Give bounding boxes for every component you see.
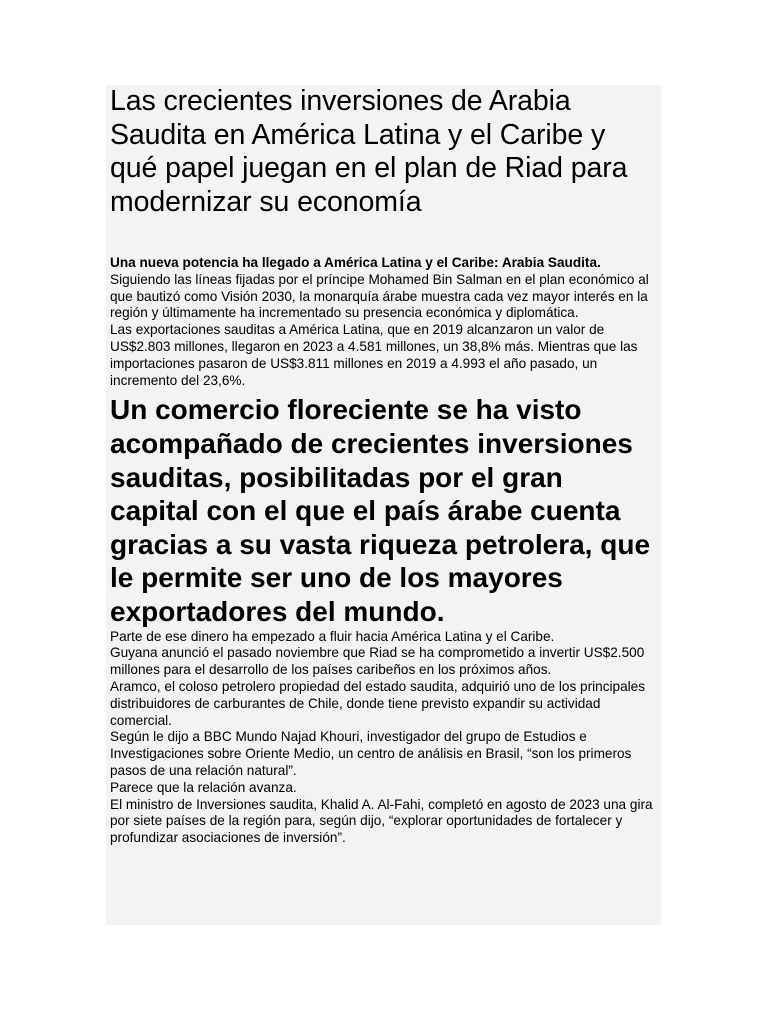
document-page xyxy=(106,85,661,925)
article-lead: Una nueva potencia ha llegado a América Latina y el Caribe: Arabia Saudita. xyxy=(110,255,601,270)
article-title: Las crecientes inversiones de Arabia Saudita en América Latina y el Caribe y qué papel juegan en el plan de Riad para modernizar su economía xyxy=(110,85,628,218)
paragraph: El ministro de Inversiones saudita, Khalid A. Al-Fahi, completó en agosto de 2023 una gira por siete países de la región para, según dijo, “explorar oportunidades de fortalecer y profundizar asociaciones de inversión”. xyxy=(110,796,653,846)
article-subheading: Un comercio floreciente se ha visto acompañado de crecientes inversiones sauditas, posibilitadas por el gran capital con el que el país árabe cuenta gracias a su vasta riqueza petrolera, que le permite ser uno de los mayores exportadores del mundo. xyxy=(110,394,651,627)
paragraph: Las exportaciones sauditas a América Latina, que en 2019 alcanzaron un valor de US$2.803 millones, llegaron en 2023 a 4.581 millones, un 38,8% más. Mientras que las importaciones pasaron de US$3.811 millones en 2019 a 4.993 el año pasado, un incremento del 23,6%. xyxy=(110,322,638,388)
paragraph: Parece que la relación avanza. xyxy=(110,779,297,795)
paragraph: Siguiendo las líneas fijadas por el príncipe Mohamed Bin Salman en el plan económico al que bautizó como Visión 2030, la monarquía árabe muestra cada vez mayor interés en la región y últimamente ha incrementado su presencia económica y diplomática. xyxy=(110,271,649,321)
paragraph: Parte de ese dinero ha empezado a fluir hacia América Latina y el Caribe. xyxy=(110,628,555,644)
paragraph: Según le dijo a BBC Mundo Najad Khouri, investigador del grupo de Estudios e Investigaciones sobre Oriente Medio, un centro de análisis en Brasil, “son los primeros pasos de una relación natural”. xyxy=(110,729,632,778)
paragraph: Aramco, el coloso petrolero propiedad del estado saudita, adquirió uno de los principales distribuidores de carburantes de Chile, donde tiene previsto expandir su actividad comercial. xyxy=(110,678,646,728)
paragraph: Guyana anunció el pasado noviembre que Riad se ha comprometido a invertir US$2.500 millones para el desarrollo de los países caribeños en los próximos años. xyxy=(110,645,645,678)
